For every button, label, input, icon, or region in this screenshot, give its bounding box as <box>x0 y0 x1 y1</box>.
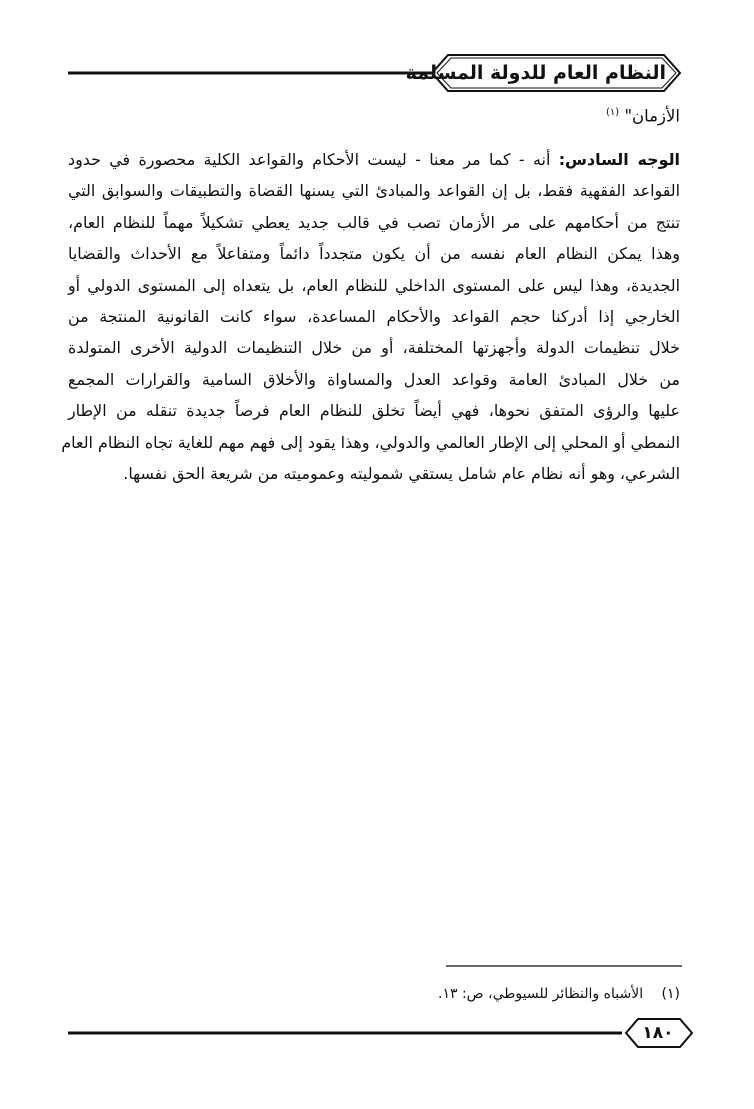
running-header-title: النظام العام للدولة المسلمة <box>405 62 666 84</box>
footnote <box>300 983 680 1005</box>
footnote-text: الأشباه والنظائر للسيوطي، ص: ١٣. <box>438 986 644 1002</box>
paragraph-line: وهذا يمكن النظام العام نفسه من أن يكون متجدداً دائماً ومتفاعلاً مع الأحداث والقضايا <box>68 244 680 264</box>
paragraph-heading: الوجه السادس: <box>558 150 680 169</box>
paragraph-line: عليها والرؤى المتفق نحوها، فهي أيضاً تخلق للنظام العام فرصاً جديدة تنقله من الإطار <box>68 401 680 421</box>
intro-line <box>70 98 680 132</box>
paragraph-line: القواعد الفقهية فقط، بل إن القواعد والمبادئ التي يسنها القضاة والتطبيقات والسوابق التي <box>68 181 680 201</box>
paragraph-line: الشرعي، وهو أنه نظام عام شامل يستقي شموليته وعموميته من شريعة الحق نفسها. <box>123 463 680 483</box>
paragraph-line: تنتج من أحكامهم على مر الأزمان تصب في قالب جديد يعطي تشكيلاً مهماً للنظام العام، <box>68 212 680 232</box>
page-number: ١٨٠ <box>642 1023 674 1043</box>
main-paragraph <box>61 144 680 489</box>
intro-text: الأزمان" <box>624 106 680 126</box>
paragraph-line: الوجه السادس: أنه - كما مر معنا - ليست الأحكام والقواعد الكلية محصورة في حدود <box>68 150 680 169</box>
paragraph-line: الخارجي إذا أدركنا حجم القواعد والأحكام المساعدة، سواء كانت القانونية المنتجة من <box>68 306 680 326</box>
footnote-number: (١) <box>661 986 680 1002</box>
paragraph-line: الجديدة، وهذا ليس على المستوى الداخلي للنظام العام، بل يتعداه إلى المستوى الدولي أو <box>68 275 680 295</box>
footnote-reference[interactable]: (١) <box>606 107 620 118</box>
paragraph-line: النمطي أو المحلي إلى الإطار العالمي والدولي، وهذا يقود إلى فهم مهم للغاية تجاه النظام العام <box>61 432 680 452</box>
paragraph-line: من خلال المبادئ العامة وقواعد العدل والمساواة والأخلاق السامية والقرارات المجمع <box>68 369 680 389</box>
paragraph-line: خلال تنظيمات الدولة وأجهزتها المختلفة، أو من خلال التنظيمات الدولية الأخرى المتولدة <box>68 338 680 358</box>
